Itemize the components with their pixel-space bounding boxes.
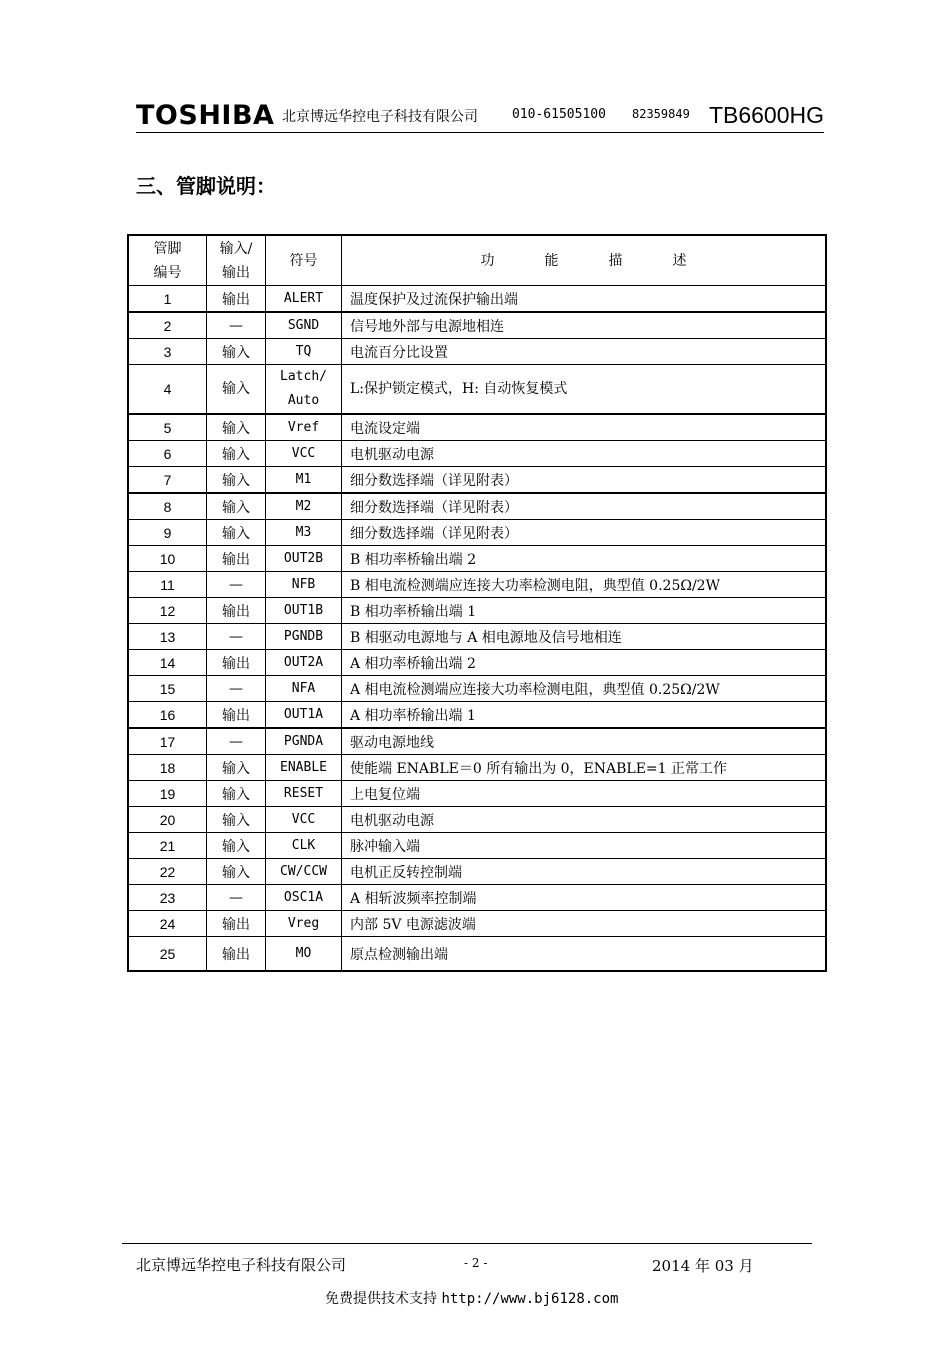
pin-function: 细分数选择端（详见附表）: [342, 467, 827, 494]
header-symbol: 符号: [266, 235, 342, 286]
pin-io: —: [207, 728, 266, 755]
pin-function: 电流百分比设置: [342, 339, 827, 365]
table-row: [128, 807, 826, 833]
pin-number: 1: [128, 286, 207, 313]
header-phone-2: 82359849: [632, 107, 690, 121]
header-io: 输入/ 输出: [207, 235, 266, 286]
pin-symbol: M3: [266, 520, 342, 546]
pin-symbol: OUT2A: [266, 650, 342, 676]
pin-symbol: NFB: [266, 572, 342, 598]
pin-function: B 相电流检测端应连接大功率检测电阻，典型值 0.25Ω/2W: [342, 572, 827, 598]
pin-io: 输入: [207, 493, 266, 520]
support-text: 免费提供技术支持: [325, 1291, 437, 1307]
header-pin-number: 管脚 编号: [128, 235, 207, 286]
pin-function: A 相功率桥输出端 1: [342, 702, 827, 729]
pin-function: 原点检测输出端: [342, 937, 827, 972]
pin-symbol: PGNDB: [266, 624, 342, 650]
pin-io: 输入: [207, 520, 266, 546]
pin-number: 25: [128, 937, 207, 972]
table-row: [128, 339, 826, 365]
pin-function: 脉冲输入端: [342, 833, 827, 859]
table-row: [128, 859, 826, 885]
pin-symbol: OSC1A: [266, 885, 342, 911]
support-url[interactable]: http://www.bj6128.com: [441, 1291, 619, 1307]
pin-number: 8: [128, 493, 207, 520]
pin-io: 输入: [207, 755, 266, 781]
pin-io: —: [207, 676, 266, 702]
toshiba-logo: TOSHIBA: [136, 100, 275, 131]
pin-io: —: [207, 885, 266, 911]
table-row: [128, 598, 826, 624]
pin-symbol: OUT2B: [266, 546, 342, 572]
pin-function: B 相功率桥输出端 2: [342, 546, 827, 572]
footer-company: 北京博远华控电子科技有限公司: [136, 1256, 347, 1274]
pin-function: 电机驱动电源: [342, 807, 827, 833]
pin-table: [127, 234, 827, 972]
pin-symbol: VCC: [266, 441, 342, 467]
pin-io: —: [207, 624, 266, 650]
pin-function: 电机正反转控制端: [342, 859, 827, 885]
pin-number: 12: [128, 598, 207, 624]
table-row: [128, 467, 826, 494]
pin-function: 细分数选择端（详见附表）: [342, 493, 827, 520]
header-rule: [136, 132, 824, 133]
pin-symbol: M1: [266, 467, 342, 494]
pin-io: —: [207, 312, 266, 339]
pin-number: 2: [128, 312, 207, 339]
table-row: [128, 546, 826, 572]
table-row: [128, 885, 826, 911]
pin-symbol: MO: [266, 937, 342, 972]
table-row: [128, 911, 826, 937]
header-model: TB6600HG: [708, 102, 824, 128]
pin-number: 18: [128, 755, 207, 781]
footer-support: [325, 1288, 618, 1308]
pin-io: 输入: [207, 467, 266, 494]
pin-number: 17: [128, 728, 207, 755]
pin-function: 温度保护及过流保护输出端: [342, 286, 827, 313]
pin-number: 21: [128, 833, 207, 859]
pin-io: 输入: [207, 441, 266, 467]
pin-function: A 相电流检测端应连接大功率检测电阻，典型值 0.25Ω/2W: [342, 676, 827, 702]
pin-function: 信号地外部与电源地相连: [342, 312, 827, 339]
pin-io: —: [207, 572, 266, 598]
pin-symbol: ENABLE: [266, 755, 342, 781]
pin-number: 20: [128, 807, 207, 833]
table-row: [128, 414, 826, 441]
table-row: [128, 937, 826, 972]
pin-io: 输入: [207, 781, 266, 807]
pin-function: 细分数选择端（详见附表）: [342, 520, 827, 546]
table-row: [128, 365, 826, 415]
pin-symbol: VCC: [266, 807, 342, 833]
table-row: [128, 702, 826, 729]
pin-number: 9: [128, 520, 207, 546]
pin-number: 24: [128, 911, 207, 937]
pin-io: 输入: [207, 414, 266, 441]
pin-number: 19: [128, 781, 207, 807]
table-header-row: [128, 235, 826, 286]
pin-symbol: TQ: [266, 339, 342, 365]
pin-function: 内部 5V 电源滤波端: [342, 911, 827, 937]
pin-number: 16: [128, 702, 207, 729]
pin-io: 输出: [207, 937, 266, 972]
header-phone-1: 010-61505100: [512, 107, 606, 122]
header-company: 北京博远华控电子科技有限公司: [282, 109, 478, 125]
pin-symbol: OUT1B: [266, 598, 342, 624]
section-title: 三、管脚说明：: [136, 174, 276, 198]
pin-symbol: CLK: [266, 833, 342, 859]
pin-function: B 相功率桥输出端 1: [342, 598, 827, 624]
pin-symbol: OUT1A: [266, 702, 342, 729]
header-function: 功 能 描 述: [342, 235, 827, 286]
table-row: [128, 572, 826, 598]
table-row: [128, 650, 826, 676]
pin-io: 输入: [207, 807, 266, 833]
page-header: [136, 98, 824, 134]
pin-io: 输入: [207, 365, 266, 415]
pin-number: 14: [128, 650, 207, 676]
pin-function: 电机驱动电源: [342, 441, 827, 467]
pin-symbol: ALERT: [266, 286, 342, 313]
pin-symbol: SGND: [266, 312, 342, 339]
pin-symbol: Latch/ Auto: [266, 365, 342, 415]
pin-io: 输出: [207, 598, 266, 624]
table-row: [128, 755, 826, 781]
footer-date: 2014 年 03 月: [652, 1257, 754, 1275]
pin-function: 电流设定端: [342, 414, 827, 441]
table-row: [128, 520, 826, 546]
pin-io: 输入: [207, 859, 266, 885]
pin-function: 上电复位端: [342, 781, 827, 807]
pin-number: 5: [128, 414, 207, 441]
pin-number: 10: [128, 546, 207, 572]
table-row: [128, 312, 826, 339]
pin-symbol: Vreg: [266, 911, 342, 937]
table-row: [128, 624, 826, 650]
pin-number: 23: [128, 885, 207, 911]
table-row: [128, 833, 826, 859]
pin-io: 输出: [207, 546, 266, 572]
page-number: - 2 -: [464, 1256, 488, 1270]
pin-function: A 相功率桥输出端 2: [342, 650, 827, 676]
pin-function: 使能端 ENABLE＝0 所有输出为 0，ENABLE=1 正常工作: [342, 755, 827, 781]
pin-number: 13: [128, 624, 207, 650]
table-row: [128, 676, 826, 702]
pin-io: 输入: [207, 833, 266, 859]
pin-number: 15: [128, 676, 207, 702]
pin-function: 驱动电源地线: [342, 728, 827, 755]
table-row: [128, 441, 826, 467]
footer-rule: [122, 1243, 812, 1244]
pin-function: B 相驱动电源地与 A 相电源地及信号地相连: [342, 624, 827, 650]
table-row: [128, 493, 826, 520]
pin-number: 6: [128, 441, 207, 467]
pin-number: 11: [128, 572, 207, 598]
pin-number: 3: [128, 339, 207, 365]
pin-symbol: CW/CCW: [266, 859, 342, 885]
pin-io: 输入: [207, 339, 266, 365]
pin-io: 输出: [207, 702, 266, 729]
pin-number: 4: [128, 365, 207, 415]
pin-symbol: RESET: [266, 781, 342, 807]
pin-symbol: M2: [266, 493, 342, 520]
table-row: [128, 728, 826, 755]
pin-function: A 相斩波频率控制端: [342, 885, 827, 911]
pin-function: L:保护锁定模式，H: 自动恢复模式: [342, 365, 827, 415]
pin-io: 输出: [207, 286, 266, 313]
pin-number: 7: [128, 467, 207, 494]
pin-io: 输出: [207, 911, 266, 937]
pin-number: 22: [128, 859, 207, 885]
pin-symbol: Vref: [266, 414, 342, 441]
table-row: [128, 286, 826, 313]
pin-symbol: NFA: [266, 676, 342, 702]
pin-symbol: PGNDA: [266, 728, 342, 755]
pin-io: 输出: [207, 650, 266, 676]
table-row: [128, 781, 826, 807]
